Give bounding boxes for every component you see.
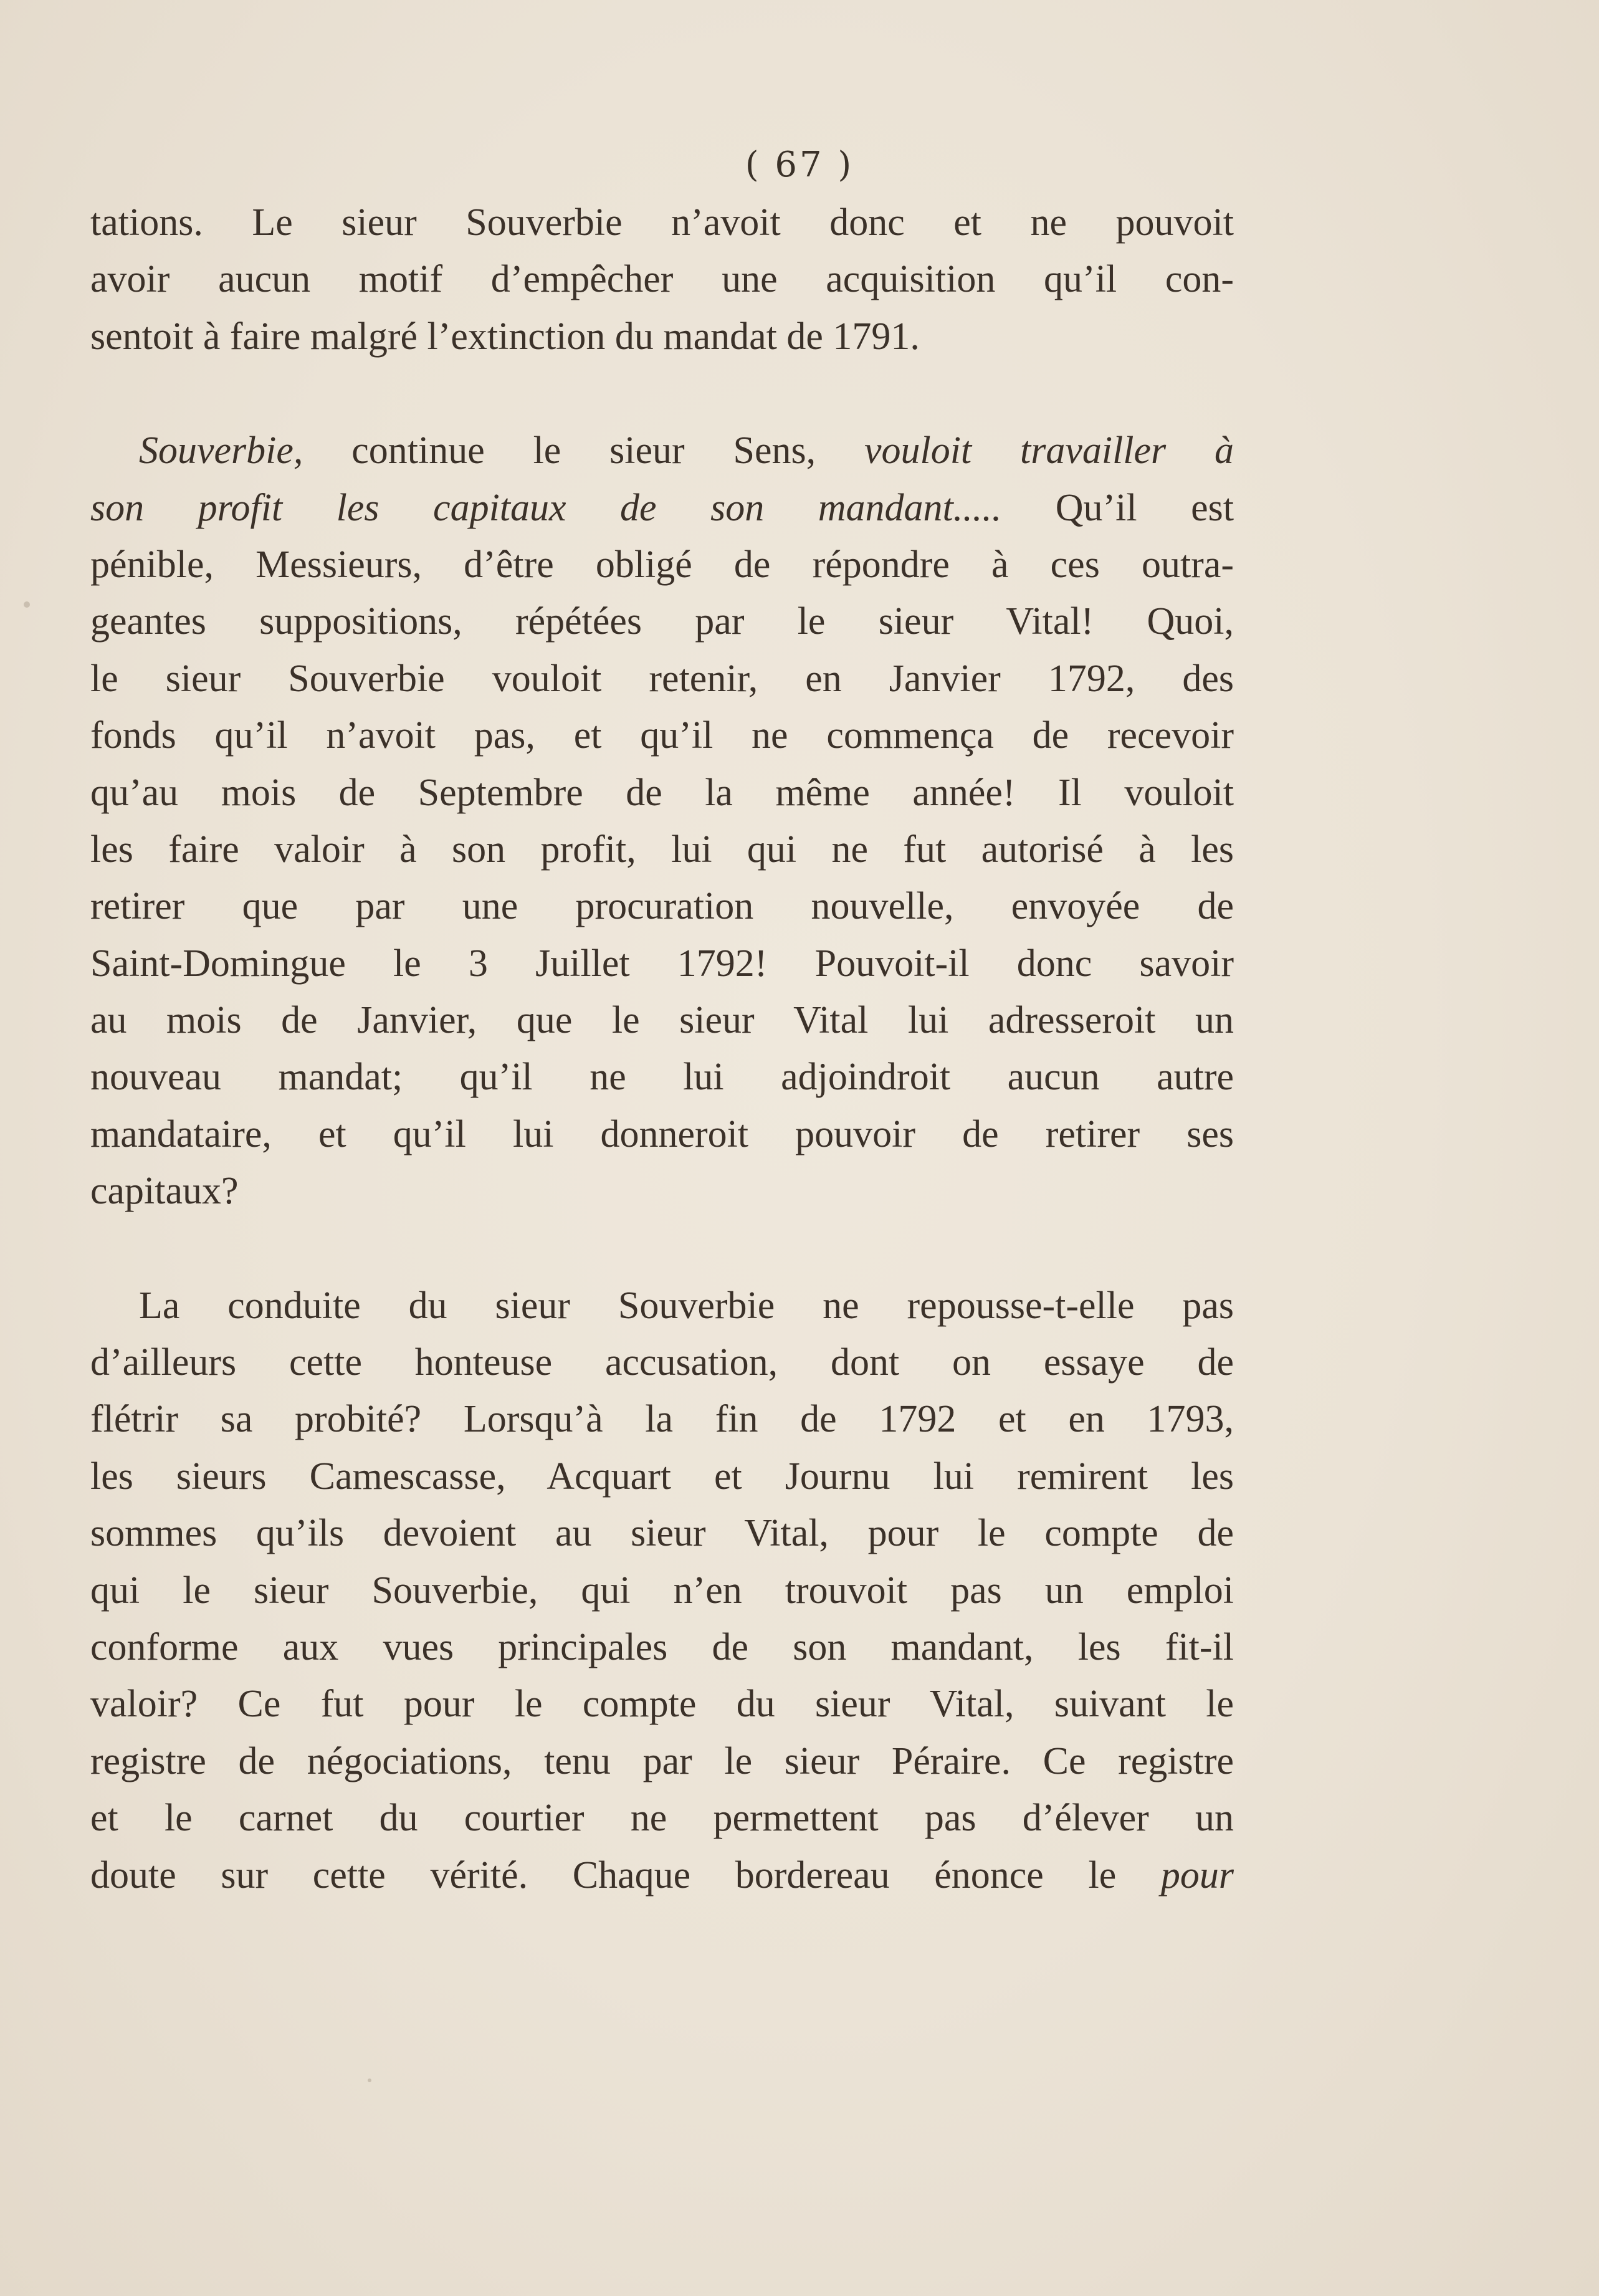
text-line: fonds qu’il n’avoit pas, et qu’il ne commença de recevoir [90,714,1234,757]
text-line: sommes qu’ils devoient au sieur Vital, pour le compte de [90,1512,1234,1555]
paragraph-gap [90,1220,1234,1278]
text-line: qu’au mois de Septembre de la même année! Il vouloit [90,771,1234,814]
paper-speck [368,2078,371,2082]
text-line: flétrir sa probité? Lorsqu’à la fin de 1792 et en 1793, [90,1398,1234,1441]
text-line: geantes suppositions, répétées par le sieur Vital! Quoi, [90,600,1234,643]
text-line [90,1847,1234,1904]
text-line: conforme aux vues principales de son mandant, les fit-il [90,1625,1234,1668]
italic-text: son profit les capitaux de son mandant..... [90,486,1002,529]
italic-text: vouloit travailler à [864,429,1234,472]
text-line: pénible, Messieurs, d’être obligé de répondre à ces outra- [90,543,1234,586]
roman-text: continue le sieur Sens, [303,429,864,472]
text-line: valoir? Ce fut pour le compte du sieur Vital, suivant le [90,1683,1234,1726]
body-text [90,194,1234,1904]
text-line: avoir aucun motif d’empêcher une acquisition qu’il con- [90,258,1234,301]
text-line: La conduite du sieur Souverbie ne repousse-t-elle pas [139,1284,1234,1327]
paper-speck [24,601,30,608]
text-line: mandataire, et qu’il lui donneroit pouvoir de retirer ses [90,1112,1234,1155]
italic-text: pour [1160,1854,1234,1897]
text-line: registre de négociations, tenu par le sieur Péraire. Ce registre [90,1739,1234,1782]
text-line: capitaux? [90,1170,239,1213]
text-line: les sieurs Camescasse, Acquart et Journu lui remirent les [90,1455,1234,1498]
roman-text: Qu’il est [1001,486,1234,529]
text-line: retirer que par une procuration nouvelle, envoyée de [90,885,1234,928]
text-line: Saint-Domingue le 3 Juillet 1792! Pouvoit-il donc savoir [90,942,1234,985]
text-line: qui le sieur Souverbie, qui n’en trouvoit pas un emploi [90,1569,1234,1612]
text-line: et le carnet du courtier ne permettent pas d’élever un [90,1797,1234,1840]
roman-text: doute sur cette vérité. Chaque bordereau énonce le [90,1854,1161,1897]
text-line: au mois de Janvier, que le sieur Vital lui adresseroit un [90,999,1234,1042]
text-line [90,480,1234,537]
page-number: ( 67 ) [745,145,854,185]
text-line: tations. Le sieur Souverbie n’avoit donc et ne pouvoit [90,201,1234,244]
text-line [90,423,1234,479]
paragraph-gap [90,365,1234,423]
text-line: d’ailleurs cette honteuse accusation, dont on essaye de [90,1341,1234,1384]
italic-text: Souverbie, [139,429,303,472]
text-line: sentoit à faire malgré l’extinction du mandat de 1791. [90,315,920,358]
text-line: les faire valoir à son profit, lui qui ne fut autorisé à les [90,828,1234,871]
text-line: le sieur Souverbie vouloit retenir, en Janvier 1792, des [90,657,1234,700]
text-line: nouveau mandat; qu’il ne lui adjoindroit aucun autre [90,1056,1234,1099]
